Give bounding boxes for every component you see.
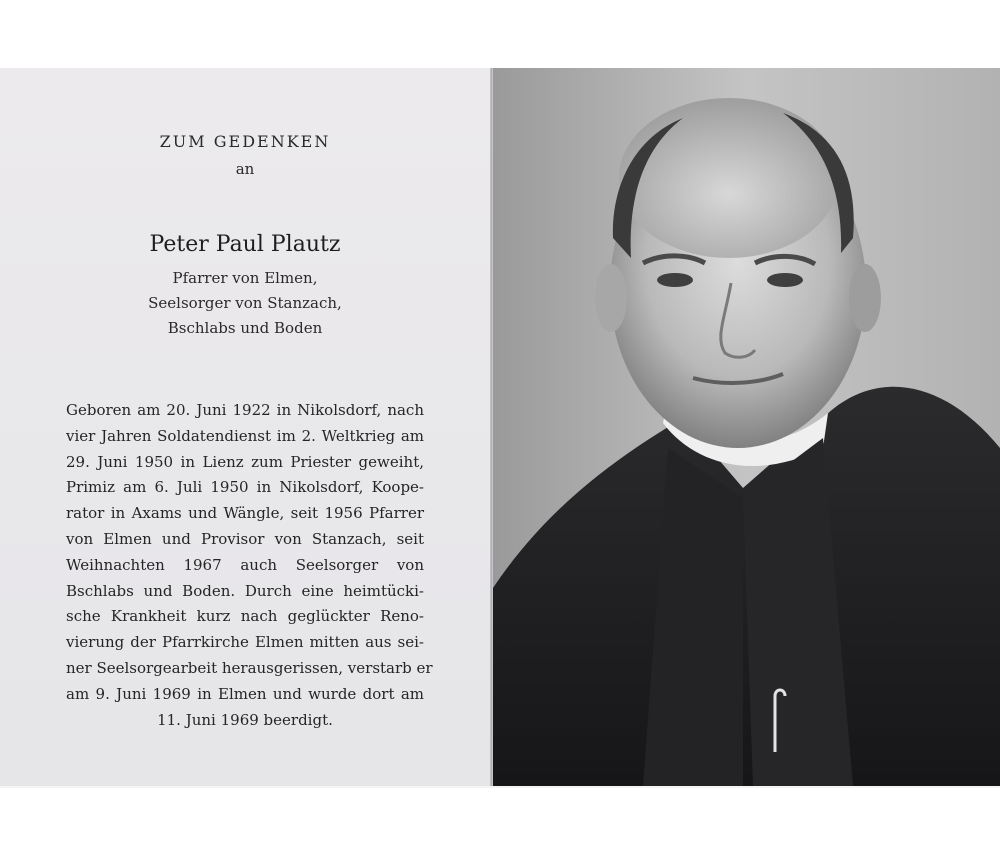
biography-line: sche Krankheit kurz nach geglückter Reno-	[66, 607, 424, 626]
portrait-illustration	[493, 68, 1000, 786]
role-line: Pfarrer von Elmen,	[172, 269, 318, 287]
deceased-name: Peter Paul Plautz	[149, 232, 341, 257]
card-bottom-edge	[0, 786, 1000, 788]
biography-line: Primiz am 6. Juli 1950 in Nikolsdorf, Koope-	[66, 478, 424, 497]
role-line: Seelsorger von Stanzach,	[148, 294, 342, 312]
biography-line: vierung der Pfarrkirche Elmen mitten aus sei-	[66, 633, 424, 652]
biography-line: rator in Axams und Wängle, seit 1956 Pfarrer	[66, 504, 424, 523]
biography-line: Weihnachten 1967 auch Seelsorger von	[66, 555, 424, 574]
card-heading-sub: an	[235, 160, 255, 178]
roles-block	[0, 266, 490, 341]
biography-line: 11. Juni 1969 beerdigt.	[157, 710, 333, 729]
biography-line: von Elmen und Provisor von Stanzach, seit	[66, 529, 424, 548]
biography-line: ner Seelsorgearbeit herausgerissen, verstarb er	[66, 658, 433, 677]
role-line: Bschlabs und Boden	[167, 319, 323, 337]
biography-line: am 9. Juni 1969 in Elmen und wurde dort am	[66, 684, 424, 703]
portrait-photo	[493, 68, 1000, 786]
memorial-card	[0, 68, 1000, 786]
biography-line: Bschlabs und Boden. Durch eine heimtücki-	[66, 581, 424, 600]
biography-line: 29. Juni 1950 in Lienz zum Priester geweiht,	[66, 452, 424, 471]
biography-line: Geboren am 20. Juni 1922 in Nikolsdorf, nach	[66, 401, 424, 419]
card-heading: ZUM GEDENKEN	[159, 132, 331, 151]
biography	[66, 398, 433, 733]
biography-line: vier Jahren Soldatendienst im 2. Weltkrieg am	[66, 426, 424, 445]
text-panel	[0, 68, 492, 786]
